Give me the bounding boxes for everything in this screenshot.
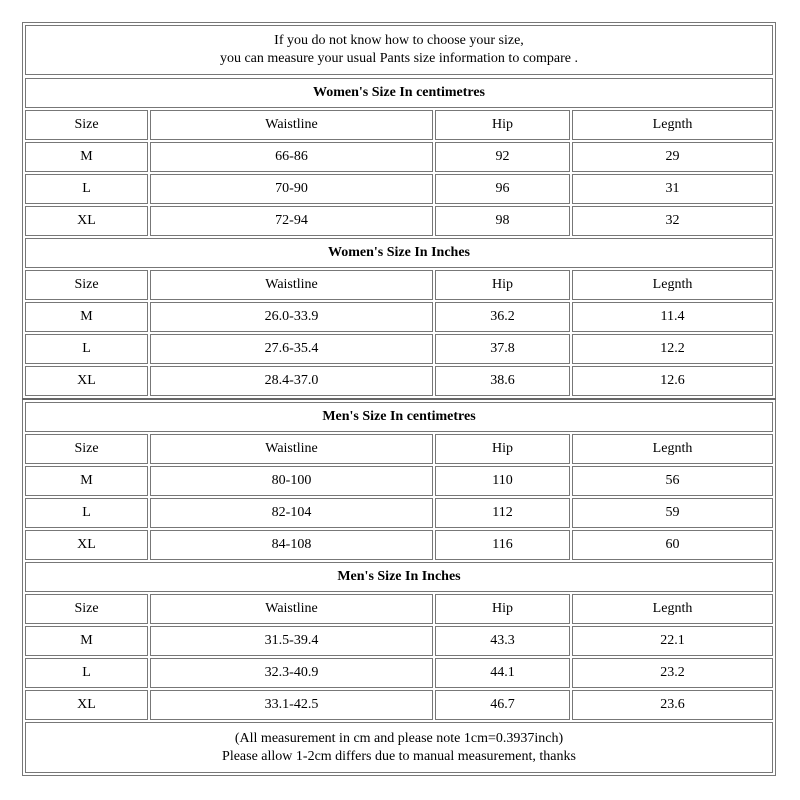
row-hip: 46.7 — [435, 690, 570, 720]
row-waistline: 72-94 — [150, 206, 433, 236]
section-title-men-inches: Men's Size In Inches — [25, 562, 773, 592]
header-length: Legnth — [572, 270, 773, 300]
row-waistline: 84-108 — [150, 530, 433, 560]
row-size: L — [25, 334, 148, 364]
row-waistline: 66-86 — [150, 142, 433, 172]
header-hip: Hip — [435, 434, 570, 464]
section-divider — [22, 398, 776, 400]
header-hip: Hip — [435, 270, 570, 300]
header-waistline: Waistline — [150, 270, 433, 300]
header-size: Size — [25, 434, 148, 464]
header-waistline: Waistline — [150, 594, 433, 624]
row-length: 11.4 — [572, 302, 773, 332]
header-waistline: Waistline — [150, 434, 433, 464]
row-size: XL — [25, 690, 148, 720]
header-waistline: Waistline — [150, 110, 433, 140]
row-size: L — [25, 174, 148, 204]
row-waistline: 80-100 — [150, 466, 433, 496]
row-length: 32 — [572, 206, 773, 236]
row-hip: 92 — [435, 142, 570, 172]
row-hip: 116 — [435, 530, 570, 560]
row-size: XL — [25, 366, 148, 396]
row-length: 23.2 — [572, 658, 773, 688]
row-waistline: 28.4-37.0 — [150, 366, 433, 396]
row-hip: 98 — [435, 206, 570, 236]
row-hip: 96 — [435, 174, 570, 204]
header-hip: Hip — [435, 594, 570, 624]
row-size: L — [25, 658, 148, 688]
row-length: 56 — [572, 466, 773, 496]
row-hip: 112 — [435, 498, 570, 528]
row-length: 59 — [572, 498, 773, 528]
header-length: Legnth — [572, 434, 773, 464]
row-length: 60 — [572, 530, 773, 560]
row-hip: 37.8 — [435, 334, 570, 364]
intro-note — [25, 25, 773, 75]
row-hip: 43.3 — [435, 626, 570, 656]
header-length: Legnth — [572, 594, 773, 624]
row-size: M — [25, 142, 148, 172]
row-size: M — [25, 302, 148, 332]
row-size: XL — [25, 206, 148, 236]
row-length: 29 — [572, 142, 773, 172]
intro-line-1: If you do not know how to choose your size, — [274, 33, 524, 48]
row-size: L — [25, 498, 148, 528]
row-length: 12.2 — [572, 334, 773, 364]
row-hip: 38.6 — [435, 366, 570, 396]
header-hip: Hip — [435, 110, 570, 140]
row-size: M — [25, 626, 148, 656]
row-length: 22.1 — [572, 626, 773, 656]
row-waistline: 27.6-35.4 — [150, 334, 433, 364]
header-size: Size — [25, 110, 148, 140]
header-length: Legnth — [572, 110, 773, 140]
row-waistline: 31.5-39.4 — [150, 626, 433, 656]
row-size: XL — [25, 530, 148, 560]
row-waistline: 26.0-33.9 — [150, 302, 433, 332]
row-waistline: 32.3-40.9 — [150, 658, 433, 688]
row-waistline: 82-104 — [150, 498, 433, 528]
row-length: 23.6 — [572, 690, 773, 720]
section-title-women-inches: Women's Size In Inches — [25, 238, 773, 268]
row-waistline: 33.1-42.5 — [150, 690, 433, 720]
row-length: 31 — [572, 174, 773, 204]
row-waistline: 70-90 — [150, 174, 433, 204]
footer-note — [25, 722, 773, 773]
footer-line-2: Please allow 1-2cm differs due to manual measurement, thanks — [222, 748, 576, 764]
row-hip: 36.2 — [435, 302, 570, 332]
header-size: Size — [25, 594, 148, 624]
section-title-women-cm: Women's Size In centimetres — [25, 78, 773, 108]
footer-line-1: (All measurement in cm and please note 1cm=0.3937inch) — [234, 730, 564, 746]
intro-line-2: you can measure your usual Pants size information to compare . — [219, 51, 579, 66]
row-hip: 44.1 — [435, 658, 570, 688]
row-length: 12.6 — [572, 366, 773, 396]
row-hip: 110 — [435, 466, 570, 496]
row-size: M — [25, 466, 148, 496]
header-size: Size — [25, 270, 148, 300]
section-title-men-cm: Men's Size In centimetres — [25, 402, 773, 432]
